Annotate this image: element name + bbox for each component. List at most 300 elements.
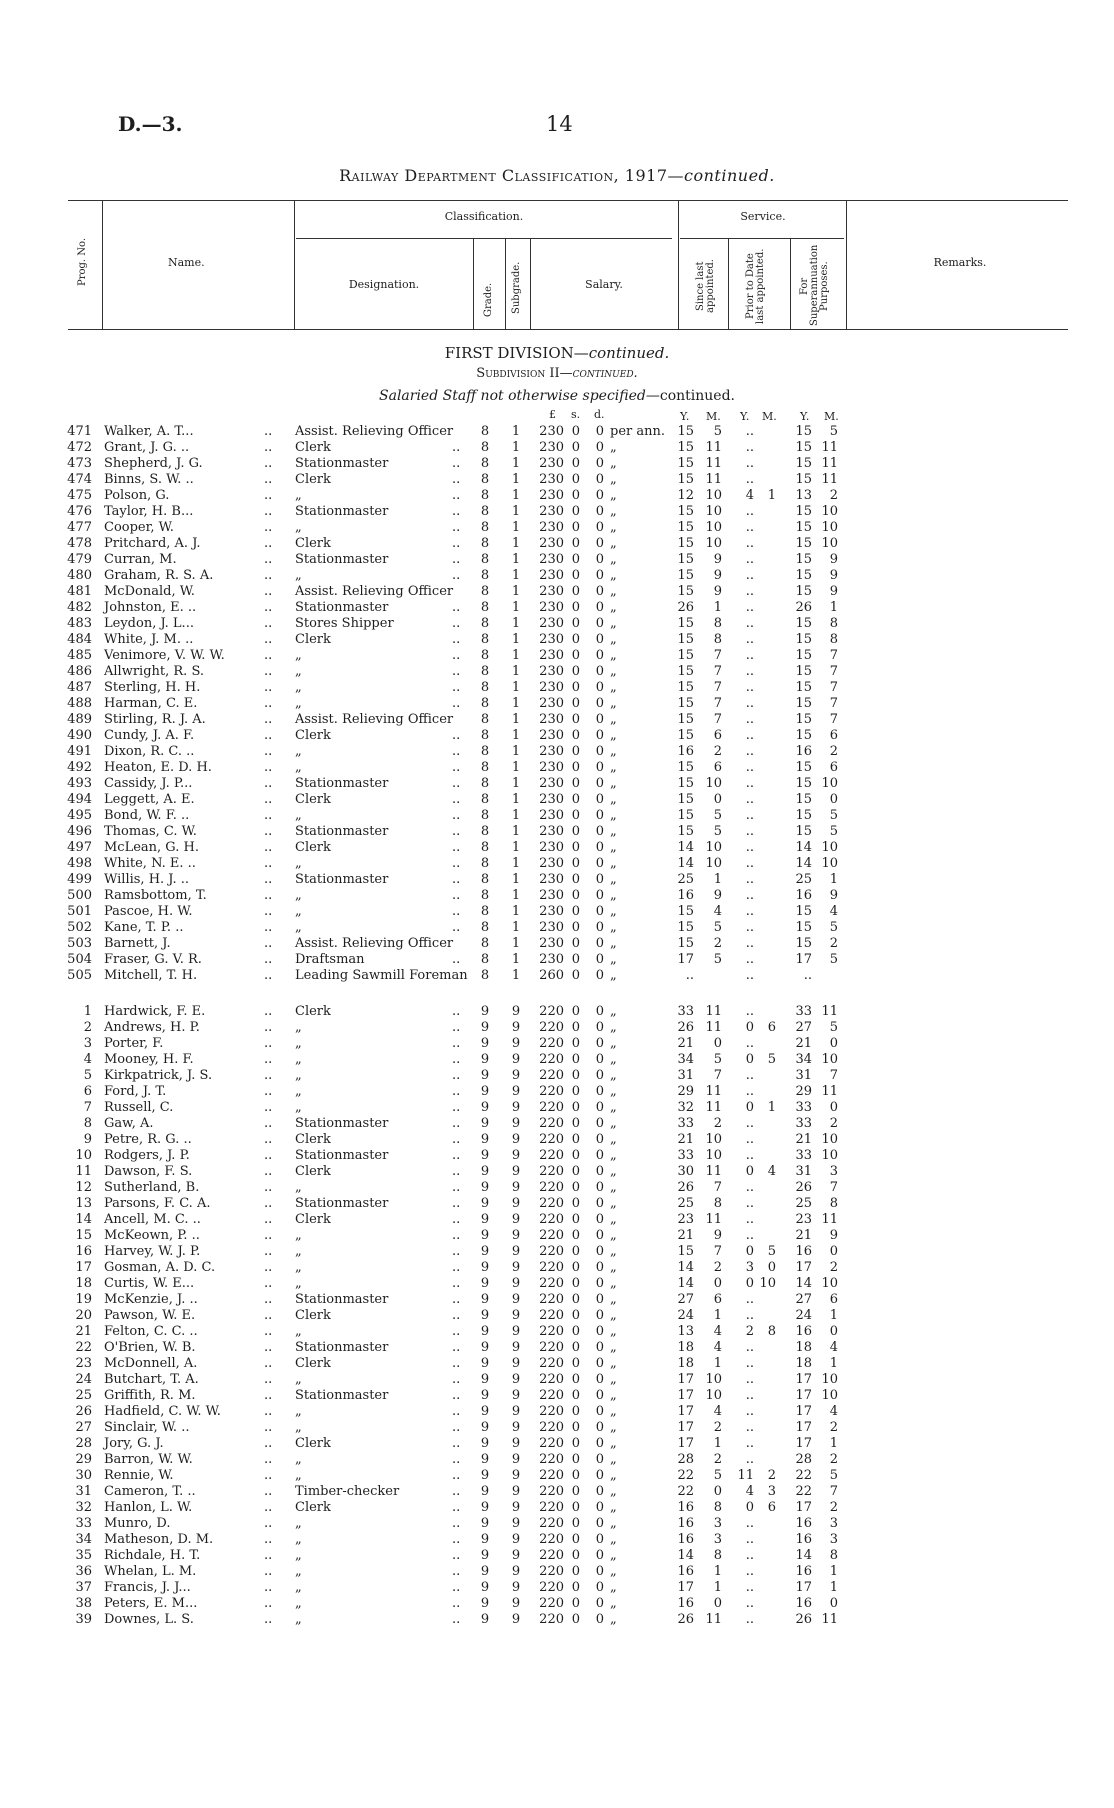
salary-pence: 0 — [595, 1564, 604, 1579]
since-months: 7 — [713, 712, 722, 727]
salary-pounds: 220 — [539, 1324, 564, 1339]
subgrade: 1 — [511, 952, 521, 967]
super-months: 0 — [829, 1036, 838, 1051]
leader-dots: .. — [264, 1212, 273, 1227]
subgrade: 1 — [511, 760, 521, 775]
subgrade: 9 — [511, 1084, 521, 1099]
super-months: 7 — [829, 1180, 838, 1195]
prior-years: .. — [745, 1356, 754, 1371]
salary-pounds: 220 — [539, 1404, 564, 1419]
page-title — [0, 166, 1114, 185]
salary-pounds: 220 — [539, 1500, 564, 1515]
super-years: 31 — [795, 1164, 812, 1179]
designation: Stationmaster — [295, 600, 389, 615]
col-divider-since — [728, 238, 729, 330]
grade: 9 — [480, 1036, 490, 1051]
leader-dots: .. — [452, 520, 461, 535]
super-months: 4 — [829, 904, 838, 919]
subgrade: 9 — [511, 1004, 521, 1019]
since-months: 10 — [705, 488, 722, 503]
employee-name: White, N. E. .. — [104, 856, 196, 871]
salary-pence: 0 — [595, 488, 604, 503]
since-years: 33 — [677, 1116, 694, 1131]
super-months: 0 — [829, 1324, 838, 1339]
since-months: 2 — [713, 744, 722, 759]
subgrade: 1 — [511, 472, 521, 487]
grade: 8 — [480, 936, 490, 951]
subgrade: 1 — [511, 488, 521, 503]
super-years: 17 — [795, 1436, 812, 1451]
subgrade: 1 — [511, 872, 521, 887]
subgrade: 9 — [511, 1308, 521, 1323]
super-months: 4 — [829, 1404, 838, 1419]
super-years: 34 — [795, 1052, 812, 1067]
leader-dots: .. — [452, 1340, 461, 1355]
table-row — [0, 888, 1114, 904]
grade: 8 — [480, 808, 490, 823]
leader-dots: .. — [264, 536, 273, 551]
salary-pounds: 230 — [539, 488, 564, 503]
grade: 9 — [480, 1420, 490, 1435]
salary-pounds: 230 — [539, 760, 564, 775]
since-months: 11 — [705, 456, 722, 471]
grade: 8 — [480, 616, 490, 631]
prog-no: 24 — [75, 1372, 92, 1387]
prior-years: 0 — [745, 1244, 754, 1259]
salary-pence: 0 — [595, 1244, 604, 1259]
designation: „ — [295, 904, 302, 919]
since-years: 27 — [677, 1292, 694, 1307]
salary-period: „ — [610, 1052, 617, 1067]
salary-period: „ — [610, 616, 617, 631]
since-months: 5 — [713, 1468, 722, 1483]
subgrade: 1 — [511, 520, 521, 535]
super-years: 15 — [795, 584, 812, 599]
header-grade: Grade. — [483, 282, 494, 318]
since-years: 17 — [677, 1436, 694, 1451]
prog-no: 504 — [67, 952, 92, 967]
table-row — [0, 872, 1114, 888]
subdivision-continued: —continued. — [559, 366, 638, 381]
salary-pence: 0 — [595, 792, 604, 807]
salary-pounds: 230 — [539, 568, 564, 583]
since-months: 2 — [713, 1420, 722, 1435]
grade: 8 — [480, 872, 490, 887]
super-months: 10 — [821, 776, 838, 791]
table-row — [0, 1404, 1114, 1420]
grade: 8 — [480, 472, 490, 487]
super-months: 5 — [829, 1020, 838, 1035]
prior-years: .. — [745, 456, 754, 471]
salary-pounds: 220 — [539, 1564, 564, 1579]
subdivision-heading — [0, 366, 1114, 381]
leader-dots: .. — [264, 1532, 273, 1547]
salary-shillings: 0 — [571, 1356, 580, 1371]
salary-shillings: 0 — [571, 680, 580, 695]
designation: Clerk — [295, 1004, 331, 1019]
salary-pounds: 230 — [539, 904, 564, 919]
grade: 9 — [480, 1132, 490, 1147]
employee-name: Dixon, R. C. .. — [104, 744, 195, 759]
salary-pence: 0 — [595, 856, 604, 871]
employee-name: Parsons, F. C. A. — [104, 1196, 211, 1211]
col-divider-grade — [505, 238, 506, 330]
leader-dots: .. — [452, 440, 461, 455]
leader-dots: .. — [264, 744, 273, 759]
salary-pounds: 220 — [539, 1436, 564, 1451]
designation: „ — [295, 1244, 302, 1259]
prior-years: .. — [745, 872, 754, 887]
salary-pounds: 220 — [539, 1164, 564, 1179]
super-years: 22 — [795, 1468, 812, 1483]
prog-no: 495 — [67, 808, 92, 823]
designation: „ — [295, 1612, 302, 1627]
since-years: 16 — [677, 1596, 694, 1611]
since-years: 14 — [677, 1548, 694, 1563]
designation: „ — [295, 744, 302, 759]
super-years: 16 — [795, 1244, 812, 1259]
super-months: 10 — [821, 1132, 838, 1147]
table-row — [0, 1308, 1114, 1324]
salary-period: „ — [610, 488, 617, 503]
super-years: 16 — [795, 744, 812, 759]
employee-name: Grant, J. G. .. — [104, 440, 190, 455]
salary-pence: 0 — [595, 456, 604, 471]
salary-period: „ — [610, 1180, 617, 1195]
leader-dots: .. — [452, 664, 461, 679]
super-months: 10 — [821, 1388, 838, 1403]
super-years: 17 — [795, 1500, 812, 1515]
super-months: 1 — [829, 1308, 838, 1323]
since-years: 14 — [677, 1260, 694, 1275]
salary-period: „ — [610, 568, 617, 583]
leader-dots: .. — [452, 1052, 461, 1067]
super-years: 15 — [795, 664, 812, 679]
employee-name: Francis, J. J... — [104, 1580, 191, 1595]
employee-name: Leydon, J. L... — [104, 616, 194, 631]
prog-no: 486 — [67, 664, 92, 679]
leader-dots: .. — [452, 1244, 461, 1259]
designation: „ — [295, 1372, 302, 1387]
table-row — [0, 1612, 1114, 1628]
since-years: 26 — [677, 1020, 694, 1035]
salary-pounds: 220 — [539, 1596, 564, 1611]
designation: Clerk — [295, 792, 331, 807]
super-years: 15 — [795, 760, 812, 775]
super-years: 31 — [795, 1068, 812, 1083]
leader-dots: .. — [264, 952, 273, 967]
salary-shillings: 0 — [571, 1292, 580, 1307]
leader-dots: .. — [264, 520, 273, 535]
salary-period: „ — [610, 440, 617, 455]
leader-dots: .. — [264, 1436, 273, 1451]
subgrade: 9 — [511, 1420, 521, 1435]
grade: 9 — [480, 1436, 490, 1451]
since-months: 1 — [713, 1436, 722, 1451]
leader-dots: .. — [264, 1068, 273, 1083]
super-months: 2 — [829, 1260, 838, 1275]
salary-pence: 0 — [595, 1356, 604, 1371]
salary-pence: 0 — [595, 472, 604, 487]
prior-years: .. — [745, 1196, 754, 1211]
designation: „ — [295, 856, 302, 871]
salary-pounds: 230 — [539, 808, 564, 823]
leader-dots: .. — [264, 424, 273, 439]
subgrade: 1 — [511, 824, 521, 839]
salary-pounds: 220 — [539, 1100, 564, 1115]
table-row — [0, 1228, 1114, 1244]
leader-dots: .. — [452, 488, 461, 503]
super-months: 10 — [821, 1276, 838, 1291]
salary-shillings: 0 — [571, 1212, 580, 1227]
super-years: .. — [803, 968, 812, 983]
prog-no: 37 — [75, 1580, 92, 1595]
super-years: 21 — [795, 1132, 812, 1147]
salary-period: „ — [610, 664, 617, 679]
super-years: 33 — [795, 1004, 812, 1019]
since-months: 10 — [705, 1372, 722, 1387]
since-months: 8 — [713, 1196, 722, 1211]
super-years: 26 — [795, 1180, 812, 1195]
salary-shillings: 0 — [571, 712, 580, 727]
salary-period: „ — [610, 1260, 617, 1275]
designation: „ — [295, 520, 302, 535]
grade: 8 — [480, 840, 490, 855]
prog-no: 12 — [75, 1180, 92, 1195]
salary-shillings: 0 — [571, 424, 580, 439]
prior-years: 4 — [745, 1484, 754, 1499]
employee-name: Bond, W. F. .. — [104, 808, 190, 823]
salary-shillings: 0 — [571, 568, 580, 583]
salary-pounds: 220 — [539, 1196, 564, 1211]
super-years: 15 — [795, 568, 812, 583]
salary-pounds: 220 — [539, 1420, 564, 1435]
subgrade: 9 — [511, 1244, 521, 1259]
leader-dots: .. — [452, 1420, 461, 1435]
subgrade: 9 — [511, 1500, 521, 1515]
super-months: 11 — [821, 1212, 838, 1227]
salary-shillings: 0 — [571, 1052, 580, 1067]
salary-period: „ — [610, 952, 617, 967]
leader-dots: .. — [452, 1148, 461, 1163]
salary-period: „ — [610, 1436, 617, 1451]
salary-period: „ — [610, 920, 617, 935]
salary-shillings: 0 — [571, 1452, 580, 1467]
super-years: 15 — [795, 632, 812, 647]
leader-dots: .. — [264, 1228, 273, 1243]
employee-name: Shepherd, J. G. — [104, 456, 203, 471]
designation: „ — [295, 1324, 302, 1339]
designation: Stationmaster — [295, 824, 389, 839]
grade: 8 — [480, 456, 490, 471]
employee-name: Butchart, T. A. — [104, 1372, 199, 1387]
leader-dots: .. — [452, 1164, 461, 1179]
designation: „ — [295, 1516, 302, 1531]
salary-period: „ — [610, 1212, 617, 1227]
salary-period: „ — [610, 1468, 617, 1483]
employee-name: Cameron, T. .. — [104, 1484, 196, 1499]
salary-pounds: 230 — [539, 680, 564, 695]
table-row — [0, 808, 1114, 824]
salary-pounds: 220 — [539, 1036, 564, 1051]
salary-pounds: 230 — [539, 504, 564, 519]
designation: „ — [295, 808, 302, 823]
salary-period: „ — [610, 824, 617, 839]
since-years: 15 — [677, 712, 694, 727]
subgrade: 9 — [511, 1020, 521, 1035]
salary-pounds: 220 — [539, 1484, 564, 1499]
super-years: 21 — [795, 1228, 812, 1243]
since-months: 9 — [713, 1228, 722, 1243]
grade: 8 — [480, 568, 490, 583]
since-years: 17 — [677, 1388, 694, 1403]
designation: Assist. Relieving Officer — [295, 712, 454, 727]
employee-name: Stirling, R. J. A. — [104, 712, 206, 727]
super-months: 7 — [829, 696, 838, 711]
super-months: 2 — [829, 744, 838, 759]
salary-shillings: 0 — [571, 1244, 580, 1259]
salary-period: „ — [610, 584, 617, 599]
salary-pounds: 220 — [539, 1228, 564, 1243]
salary-pounds: 230 — [539, 616, 564, 631]
salary-pounds: 220 — [539, 1276, 564, 1291]
subgrade: 9 — [511, 1324, 521, 1339]
salary-pence: 0 — [595, 1276, 604, 1291]
salary-shillings: 0 — [571, 1564, 580, 1579]
leader-dots: .. — [452, 1388, 461, 1403]
since-months: 10 — [705, 1148, 722, 1163]
super-years: 15 — [795, 696, 812, 711]
salary-pounds: 260 — [539, 968, 564, 983]
since-years: 26 — [677, 600, 694, 615]
salary-period: „ — [610, 968, 617, 983]
super-months: 8 — [829, 1196, 838, 1211]
employee-name: Hadfield, C. W. W. — [104, 1404, 221, 1419]
salary-shillings: 0 — [571, 1548, 580, 1563]
leader-dots: .. — [264, 1484, 273, 1499]
prog-no: 16 — [75, 1244, 92, 1259]
since-months: 7 — [713, 696, 722, 711]
grade: 8 — [480, 760, 490, 775]
leader-dots: .. — [264, 584, 273, 599]
salary-period: „ — [610, 1308, 617, 1323]
since-months: 4 — [713, 1340, 722, 1355]
since-years: 15 — [677, 664, 694, 679]
subgrade: 1 — [511, 584, 521, 599]
leader-dots: .. — [452, 760, 461, 775]
salary-pounds: 220 — [539, 1308, 564, 1323]
employee-name: Barron, W. W. — [104, 1452, 193, 1467]
prog-no: 32 — [75, 1500, 92, 1515]
super-years: 15 — [795, 808, 812, 823]
salary-period: „ — [610, 680, 617, 695]
employee-name: Dawson, F. S. — [104, 1164, 193, 1179]
salary-shillings: 0 — [571, 1100, 580, 1115]
leader-dots: .. — [264, 968, 273, 983]
salary-shillings: 0 — [571, 1308, 580, 1323]
unit-years-prior: Y. — [740, 410, 750, 423]
designation: „ — [295, 1404, 302, 1419]
table-row — [0, 824, 1114, 840]
salary-pence: 0 — [595, 1372, 604, 1387]
prog-no: 485 — [67, 648, 92, 663]
prog-no: 6 — [83, 1084, 92, 1099]
leader-dots: .. — [264, 1084, 273, 1099]
prog-no: 475 — [67, 488, 92, 503]
subgrade: 1 — [511, 744, 521, 759]
salary-shillings: 0 — [571, 1596, 580, 1611]
since-years: 16 — [677, 1516, 694, 1531]
super-months: 5 — [829, 1468, 838, 1483]
prior-years: .. — [745, 1596, 754, 1611]
since-months: 10 — [705, 1132, 722, 1147]
subgrade: 1 — [511, 776, 521, 791]
grade: 8 — [480, 536, 490, 551]
table-row — [0, 1356, 1114, 1372]
salary-pence: 0 — [595, 840, 604, 855]
super-months: 3 — [829, 1516, 838, 1531]
prog-no: 35 — [75, 1548, 92, 1563]
prog-no: 3 — [83, 1036, 92, 1051]
salary-period: „ — [610, 712, 617, 727]
since-years: 15 — [677, 616, 694, 631]
salary-shillings: 0 — [571, 1388, 580, 1403]
super-months: 0 — [829, 1244, 838, 1259]
super-months: 7 — [829, 664, 838, 679]
salary-pence: 0 — [595, 1388, 604, 1403]
super-months: 9 — [829, 1228, 838, 1243]
super-months: 1 — [829, 600, 838, 615]
grade: 9 — [480, 1292, 490, 1307]
super-years: 15 — [795, 440, 812, 455]
table-row — [0, 776, 1114, 792]
super-months: 9 — [829, 888, 838, 903]
since-years: 15 — [677, 696, 694, 711]
designation: Clerk — [295, 632, 331, 647]
leader-dots: .. — [452, 920, 461, 935]
leader-dots: .. — [264, 504, 273, 519]
since-months: 5 — [713, 424, 722, 439]
super-years: 25 — [795, 1196, 812, 1211]
salary-pounds: 220 — [539, 1004, 564, 1019]
salary-pence: 0 — [595, 760, 604, 775]
super-months: 0 — [829, 792, 838, 807]
salary-pence: 0 — [595, 936, 604, 951]
leader-dots: .. — [452, 872, 461, 887]
leader-dots: .. — [264, 888, 273, 903]
table-row — [0, 1452, 1114, 1468]
table-row — [0, 952, 1114, 968]
prior-years: .. — [745, 792, 754, 807]
table-row — [0, 472, 1114, 488]
prior-years: .. — [745, 504, 754, 519]
super-years: 18 — [795, 1356, 812, 1371]
prog-no: 19 — [75, 1292, 92, 1307]
prog-no: 499 — [67, 872, 92, 887]
prog-no: 484 — [67, 632, 92, 647]
since-months: 3 — [713, 1516, 722, 1531]
salary-shillings: 0 — [571, 1004, 580, 1019]
subgrade: 9 — [511, 1116, 521, 1131]
prog-no: 14 — [75, 1212, 92, 1227]
prog-no: 13 — [75, 1196, 92, 1211]
leader-dots: .. — [452, 1324, 461, 1339]
grade: 8 — [480, 648, 490, 663]
salary-pence: 0 — [595, 1340, 604, 1355]
subgrade: 9 — [511, 1484, 521, 1499]
prior-years: .. — [745, 1180, 754, 1195]
super-years: 26 — [795, 1612, 812, 1627]
